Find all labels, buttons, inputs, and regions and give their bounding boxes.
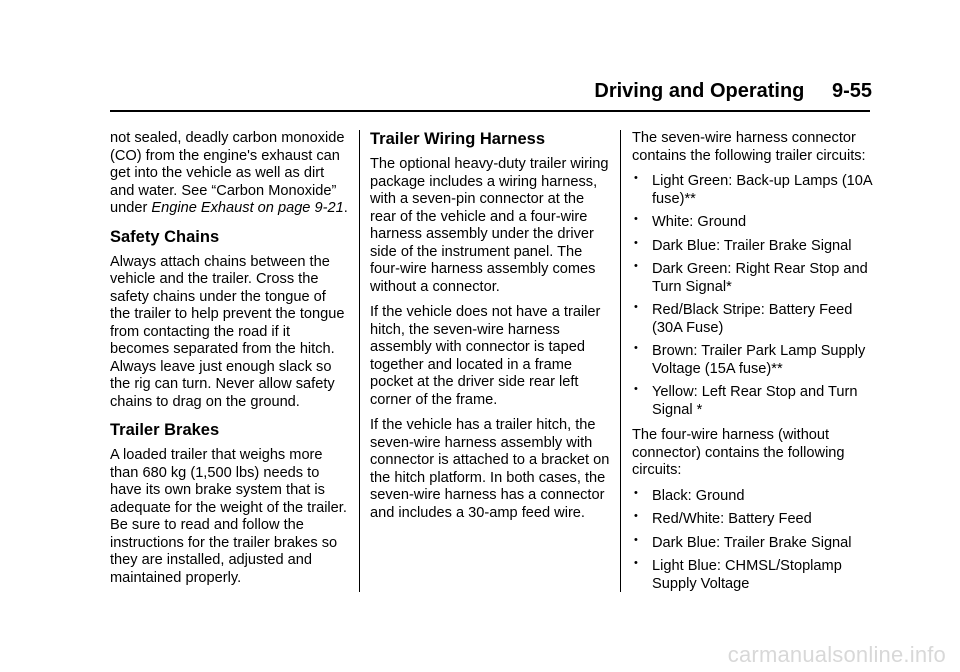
list-item-text: Dark Blue: Trailer Brake Signal [652,534,852,551]
four-wire-circuit-list [632,488,872,594]
bullet-icon: • [634,486,638,499]
trailer-brakes-heading: Trailer Brakes [110,421,220,439]
list-item-text: Light Green: Back-up Lamps (10A fuse)** [652,173,872,207]
wiring-paragraph-1: The optional heavy-duty trailer wiring package includes a wiring harness, with a seven-pin connector at the rear of the vehicle and a four-wire harness assembly under the driver side of the instrument panel. The four-wire harness assembly comes without a connector. [370,156,609,295]
list-item [632,384,872,419]
bullet-icon: • [634,557,638,569]
four-wire-intro: The four-wire harness (without connector) contains the following circuits: [632,427,845,478]
bullet-icon: • [634,533,638,546]
intro-paragraph [110,130,348,218]
list-item-text: Dark Blue: Trailer Brake Signal [652,237,852,254]
column-3 [632,130,872,601]
bullet-icon: • [634,236,638,249]
column-divider-2 [620,130,621,592]
page-header [594,80,872,103]
list-item [632,302,872,337]
wiring-paragraph-2: If the vehicle does not have a trailer hitch, the seven-wire harness assembly with connector is taped together and located in a frame pocket at the driver side rear left corner of the frame. [370,304,601,408]
list-item [632,261,872,296]
seven-wire-circuit-list [632,173,872,419]
watermark-text: carmanualsonline.info [727,642,946,667]
list-item-text: White: Ground [652,214,747,230]
seven-wire-intro: The seven-wire harness connector contains the following trailer circuits: [632,130,866,164]
engine-exhaust-reference[interactable]: Engine Exhaust on page 9-21 [151,200,344,216]
list-item-text: Red/White: Battery Feed [652,511,812,527]
list-item [632,488,872,506]
safety-chains-text: Always attach chains between the vehicle and the trailer. Cross the safety chains under the tongue of the trailer to help prevent the tongue from contacting the road if it becomes separated from the hitch. Always leave just enough slack so the rig can turn. Never allow safety chains to drag on the ground. [110,253,345,410]
safety-chains-heading: Safety Chains [110,227,220,246]
bullet-icon: • [634,301,638,313]
list-item-text: Yellow: Left Rear Stop and Turn Signal * [652,384,858,418]
wiring-paragraph-3: If the vehicle has a trailer hitch, the seven-wire harness assembly with connector is attached to a bracket on the hitch platform. In both cases, the seven-wire harness has a connector and includes a 30-amp feed wire. [370,417,610,521]
column-1 [110,130,348,595]
list-item [632,535,872,553]
column-divider-1 [359,130,360,592]
list-item [632,558,872,593]
list-item-text: Dark Green: Right Rear Stop and Turn Signal* [652,261,868,295]
list-item [632,343,872,378]
intro-text: not sealed, deadly carbon monoxide (CO) from the engine's exhaust can get into the vehicle as well as dirt and water. See “Carbon Monoxide” under [110,130,345,216]
list-item-text: Red/Black Stripe: Battery Feed (30A Fuse) [652,302,853,336]
column-2 [370,130,610,530]
bullet-icon: • [634,213,638,225]
list-item-text: Brown: Trailer Park Lamp Supply Voltage (15A fuse)** [652,343,866,377]
list-item-text: Light Blue: CHMSL/Stoplamp Supply Voltage [652,558,842,592]
list-item [632,173,872,208]
section-title: Driving and Operating [594,80,805,102]
list-item-text: Black: Ground [652,487,745,504]
wiring-harness-heading: Trailer Wiring Harness [370,130,545,148]
bullet-icon: • [634,342,638,354]
bullet-icon: • [634,172,638,184]
page-number: 9-55 [831,80,872,102]
header-rule [110,110,870,112]
bullet-icon: • [634,260,638,272]
list-item [632,511,872,529]
trailer-brakes-text: A loaded trailer that weighs more than 680 kg (1,500 lbs) needs to have its own brake system that is adequate for the weight of the trailer. Be sure to read and follow the instructions for the trailer brakes so they are installed, adjusted and maintained properly. [110,447,347,586]
list-item [632,238,872,256]
list-item [632,214,872,232]
bullet-icon: • [634,383,638,395]
bullet-icon: • [634,510,638,522]
intro-end: . [343,200,348,216]
